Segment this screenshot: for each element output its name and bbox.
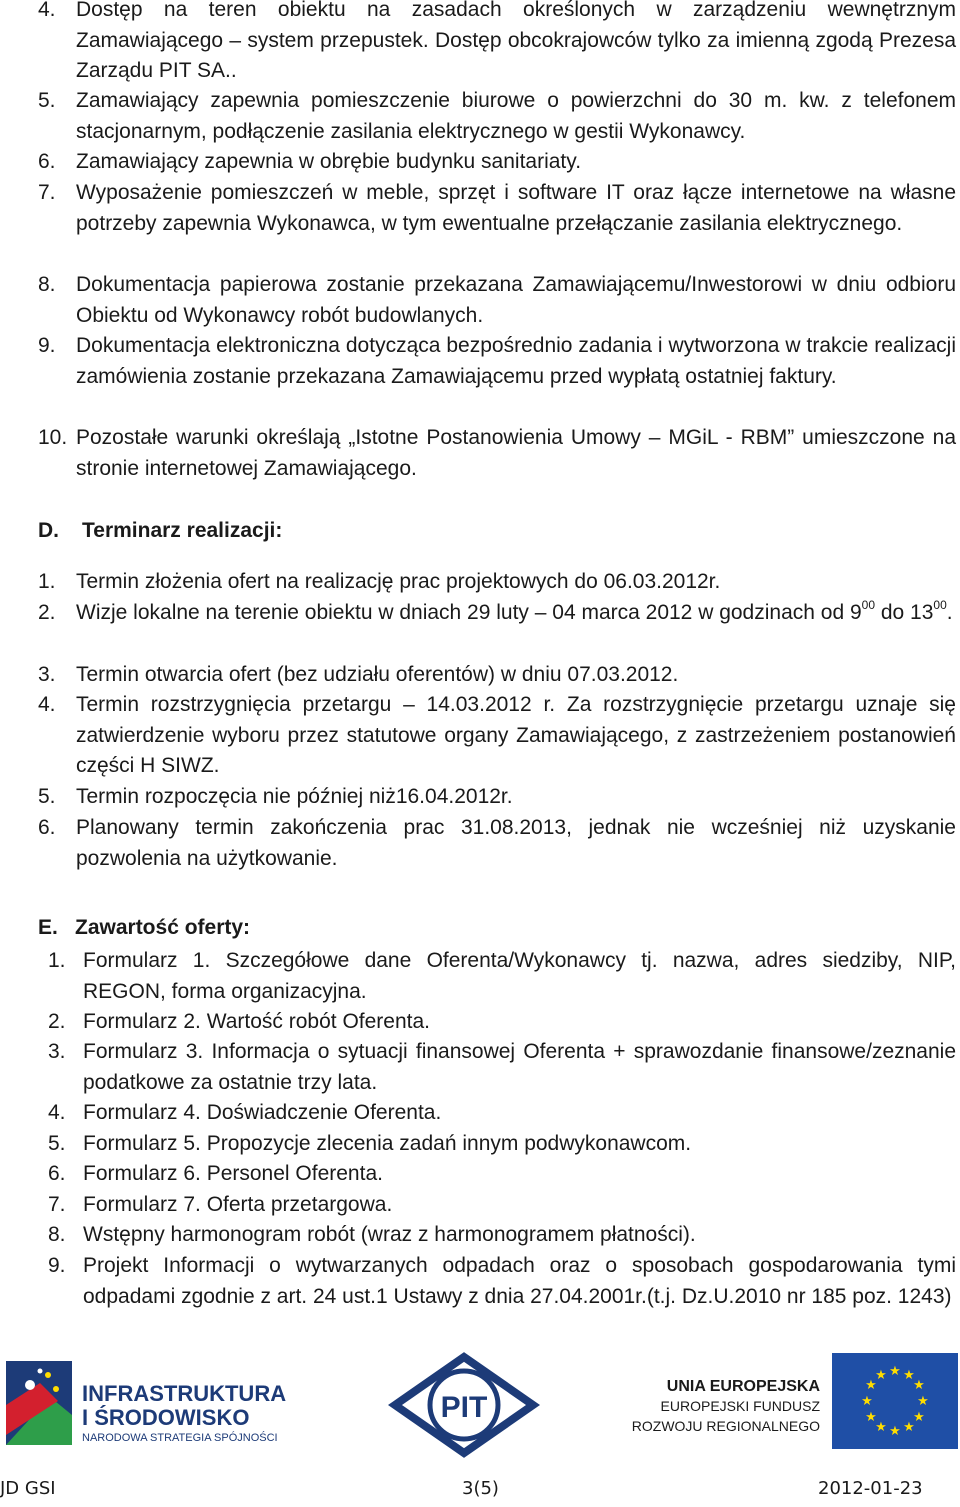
list-item: 9. Projekt Informacji o wytwarzanych odpadach oraz o sposobach gospodarowania tymi odpadami zgodnie z art. 24 ust.1 Ustawy z dnia 27.04.2001r.(t.j. Dz.U.2010 nr 185 poz. 1243): [48, 1254, 956, 1308]
svg-text:★: ★: [903, 1420, 915, 1435]
funding-logos: [0, 1345, 960, 1465]
pit-logo-icon: [395, 1357, 533, 1453]
footer-date: 2012-01-23: [818, 1478, 923, 1499]
list-item: 5. Zamawiający zapewnia pomieszczenie biurowe o powierzchni do 30 m. kw. z telefonem stacjonarnym, podłączenie zasilania elektrycznego w gestii Wykonawcy.: [38, 89, 956, 143]
list-item: 4. Dostęp na teren obiektu na zasadach określonych w zarządzeniu wewnętrznym Zamawiającego – system przepustek. Dostęp obcokrajowców tylko za imienną zgodą Prezesa Zarządu PIT SA..: [38, 0, 956, 82]
list-item: 6. Formularz 6. Personel Oferenta.: [48, 1162, 383, 1185]
section-heading-d: D. Terminarz realizacji:: [38, 519, 283, 542]
eu-flag-icon: [832, 1353, 958, 1449]
list-item: 8. Dokumentacja papierowa zostanie przekazana Zamawiającemu/Inwestorowi w dniu odbioru Obiektu od Wykonawcy robót budowlanych.: [38, 273, 956, 327]
eu-line3: ROZWOJU REGIONALNEGO: [631, 1418, 820, 1434]
list-item: 3. Formularz 3. Informacja o sytuacji finansowej Oferenta + sprawozdanie finansowe/zeznanie podatkowe za ostatnie trzy lata.: [48, 1040, 956, 1094]
list-item: 4. Formularz 4. Doświadczenie Oferenta.: [48, 1101, 442, 1124]
svg-text:★: ★: [913, 1410, 925, 1425]
svg-text:★: ★: [889, 1424, 901, 1439]
list-item: 1. Formularz 1. Szczegółowe dane Oferenta/Wykonawcy tj. nazwa, adres siedziby, NIP, REGON, forma organizacyjna.: [48, 949, 956, 1003]
svg-text:★: ★: [875, 1368, 887, 1383]
list-item: 6. Zamawiający zapewnia w obrębie budynku sanitariaty.: [38, 150, 582, 173]
svg-text:★: ★: [889, 1364, 901, 1379]
infra-line3: NARODOWA STRATEGIA SPÓJNOŚCI: [82, 1432, 278, 1444]
svg-text:★: ★: [865, 1378, 877, 1393]
list-item: 2. Formularz 2. Wartość robót Oferenta.: [48, 1010, 431, 1033]
svg-text:★: ★: [865, 1410, 877, 1425]
list-item: 6. Planowany termin zakończenia prac 31.08.2013, jednak nie wcześniej niż uzyskanie pozwolenia na użytkowanie.: [38, 816, 956, 870]
svg-text:★: ★: [861, 1394, 873, 1409]
eu-line2: EUROPEJSKI FUNDUSZ: [660, 1398, 820, 1414]
list-item: 7. Formularz 7. Oferta przetargowa.: [48, 1193, 393, 1216]
list-item: 7. Wyposażenie pomieszczeń w meble, sprzęt i software IT oraz łącze internetowe na własne potrzeby zapewnia Wykonawca, w tym ewentualne przełączanie zasilania elektrycznego.: [38, 181, 956, 235]
infrastruktura-logo-icon: [6, 1361, 72, 1445]
infra-line1: INFRASTRUKTURA: [82, 1381, 287, 1406]
list-item: 9. Dokumentacja elektroniczna dotycząca bezpośrednio zadania i wytworzona w trakcie realizacji zamówienia zostanie przekazana Zamawiającemu przed wypłatą ostatniej faktury.: [38, 334, 956, 388]
pit-text: PIT: [440, 1391, 488, 1424]
svg-text:★: ★: [917, 1394, 929, 1409]
page-footer: [0, 1478, 960, 1504]
infra-line2: I ŚRODOWISKO: [82, 1405, 250, 1430]
svg-text:★: ★: [903, 1368, 915, 1383]
list-item: 8. Wstępny harmonogram robót (wraz z harmonogramem płatności).: [48, 1223, 696, 1246]
section-heading-e: E. Zawartość oferty:: [38, 916, 251, 939]
list-item: 5. Formularz 5. Propozycje zlecenia zadań innym podwykonawcom.: [48, 1132, 692, 1155]
list-item: 5. Termin rozpoczęcia nie później niż16.04.2012r.: [38, 785, 513, 808]
svg-text:★: ★: [913, 1378, 925, 1393]
list-item: 3. Termin otwarcia ofert (bez udziału oferentów) w dniu 07.03.2012.: [38, 663, 679, 686]
list-item: 1. Termin złożenia ofert na realizację prac projektowych do 06.03.2012r.: [38, 570, 721, 593]
list-item: 2. Wizje lokalne na terenie obiektu w dniach 29 luty – 04 marca 2012 w godzinach od $9^{00}$ do $13^{00}$.: [38, 598, 953, 624]
page-number: 3(5): [462, 1478, 499, 1499]
list-item: 10. Pozostałe warunki określają „Istotne Postanowienia Umowy – MGiL - RBM” umieszczone na stronie internetowej Zamawiającego.: [38, 426, 956, 480]
svg-text:★: ★: [875, 1420, 887, 1435]
logo-strip: [0, 1345, 960, 1465]
footer-doc-id: JD GSI: [0, 1478, 56, 1499]
eu-line1: UNIA EUROPEJSKA: [666, 1378, 820, 1395]
list-item: 4. Termin rozstrzygnięcia przetargu – 14.03.2012 r. Za rozstrzygnięcie przetargu uznaje się zatwierdzenie wyboru przez statutowe organy Zamawiającego, z zastrzeżeniem postanowień części H SIWZ.: [38, 693, 956, 777]
